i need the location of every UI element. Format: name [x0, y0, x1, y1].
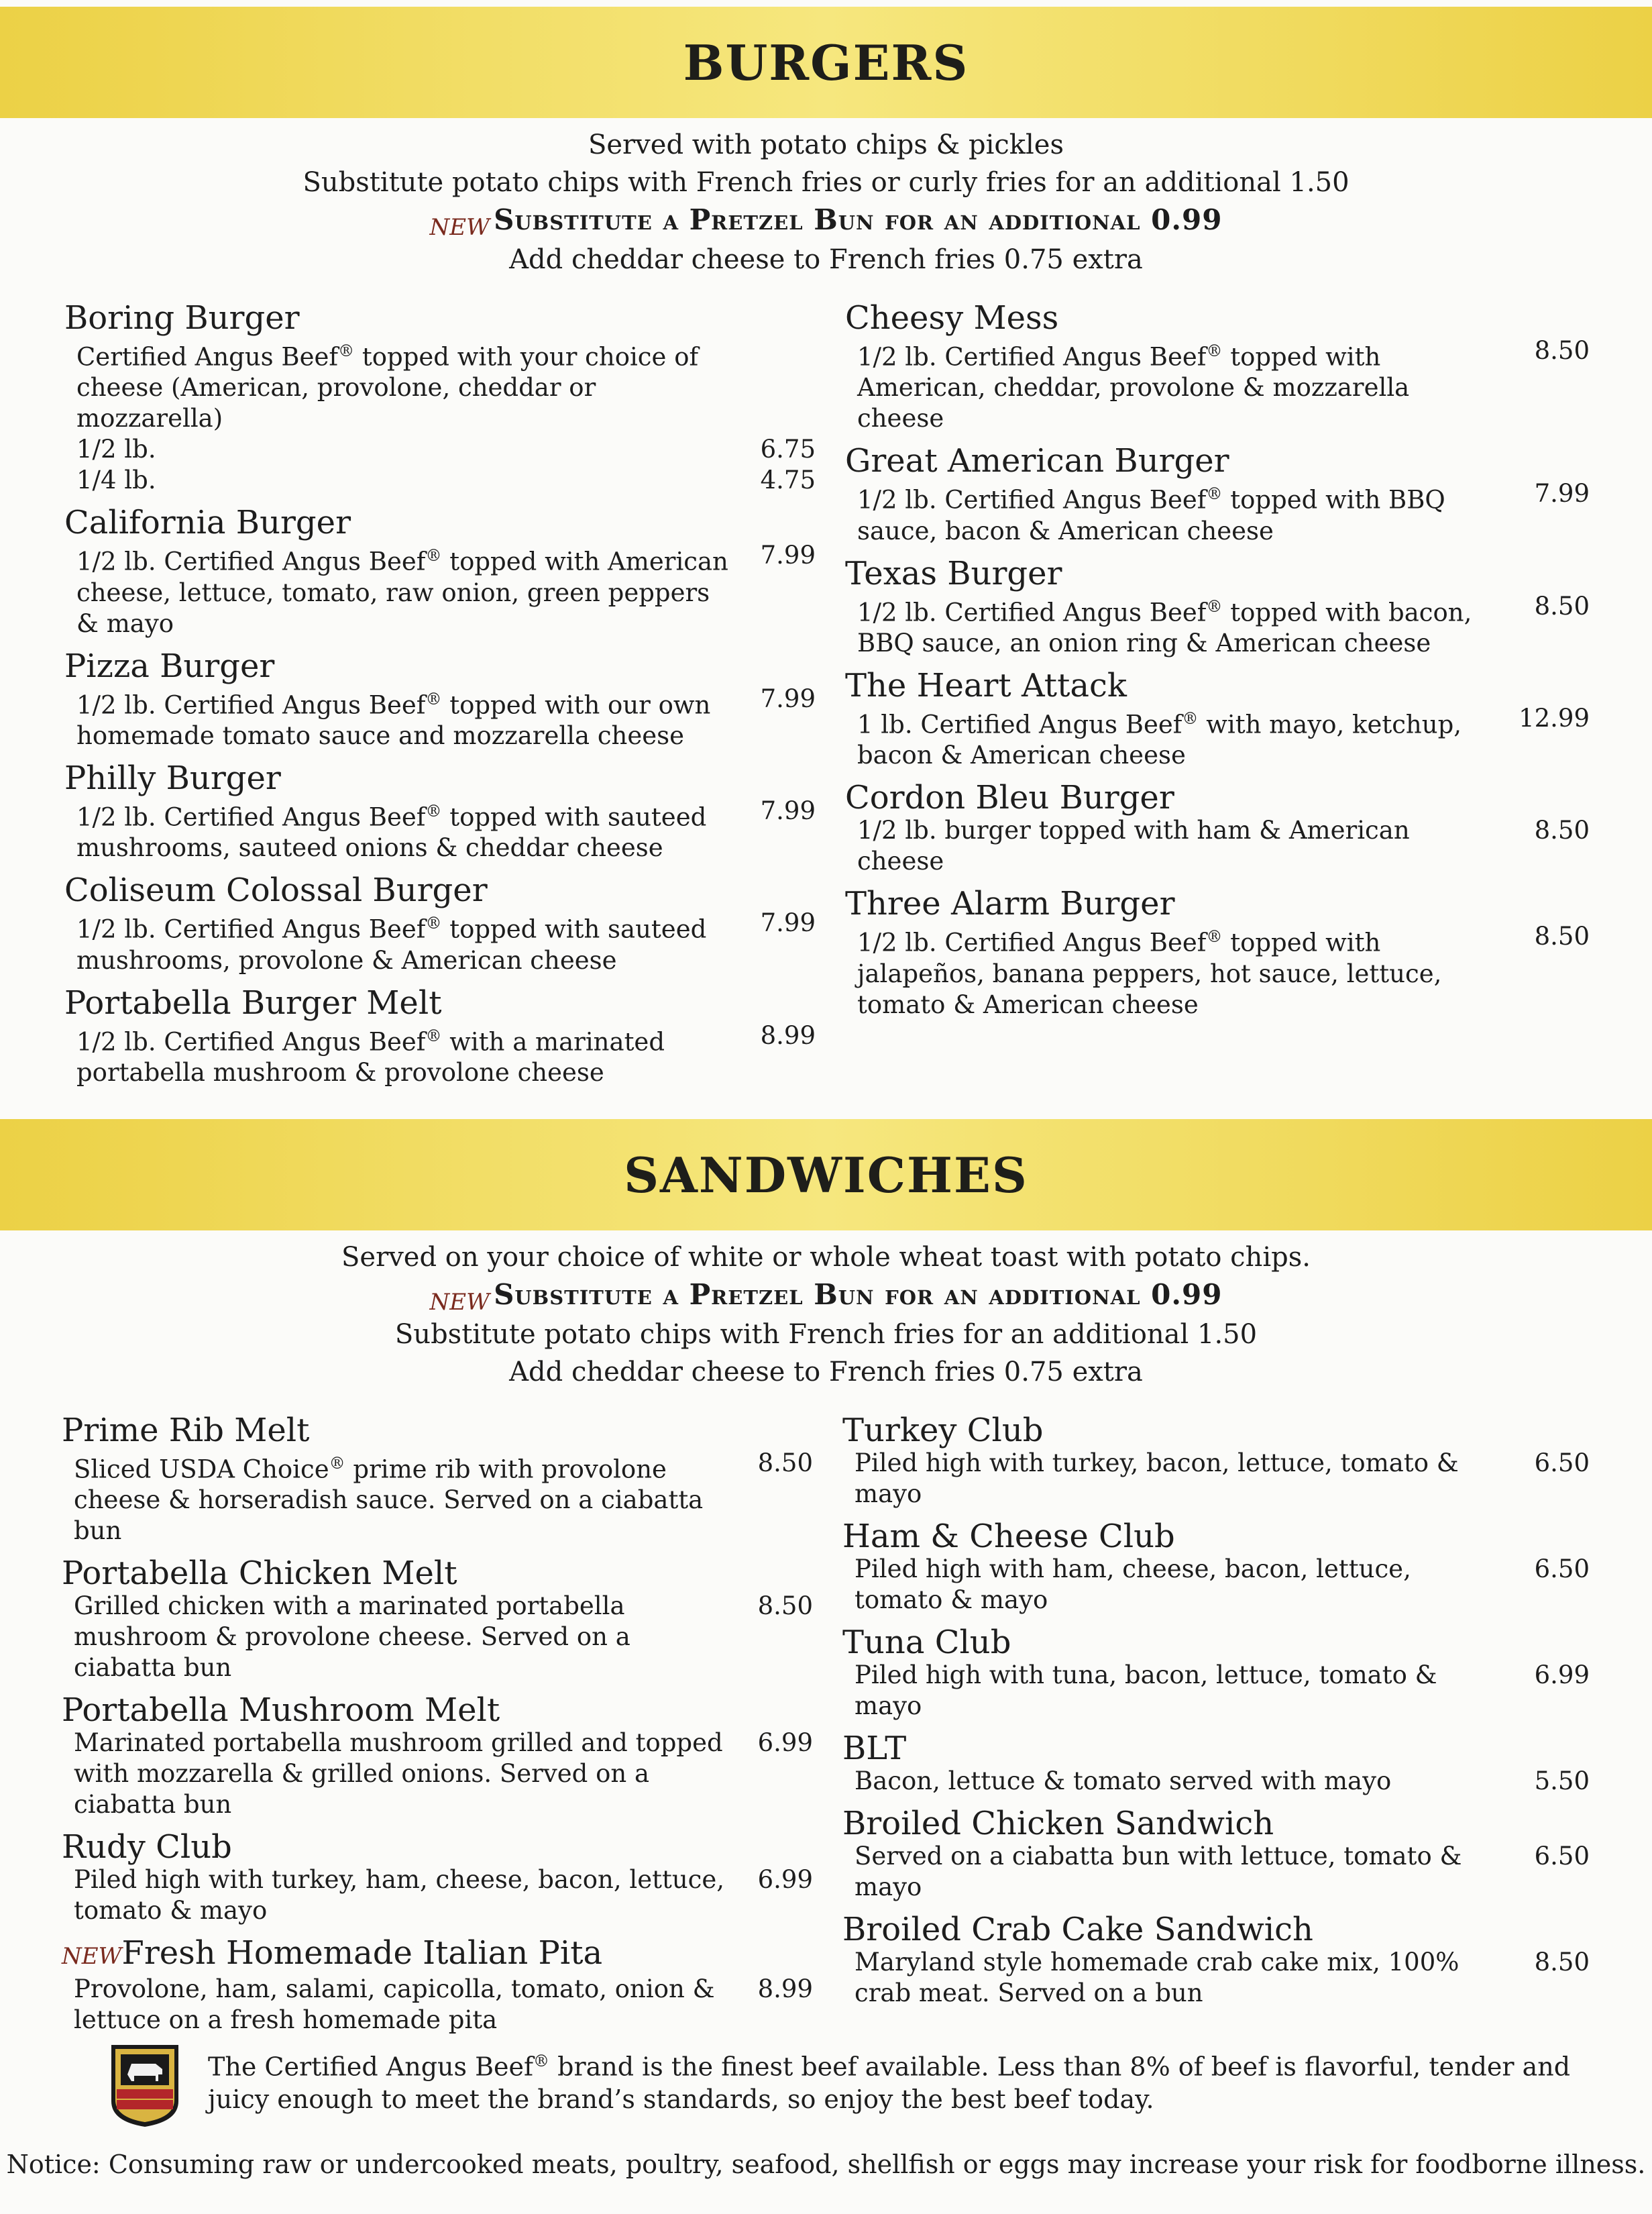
item-price: 6.50: [1534, 1842, 1590, 1870]
item-name: [64, 761, 816, 796]
burgers-title: BURGERS: [683, 34, 969, 91]
item-price: 6.50: [1534, 1448, 1590, 1477]
item-description-text: Bacon, lettuce & tomato served with mayo: [855, 1767, 1392, 1795]
food-safety-notice: Notice: Consuming raw or undercooked meats, poultry, seafood, shellfish or eggs may increase your risk for foodborne illness.: [6, 2150, 1646, 2179]
item-detail: [62, 1591, 813, 1683]
item-detail: [842, 1841, 1590, 1903]
item-description-text: topped with BBQ sauce, bacon & American cheese: [857, 485, 1445, 545]
item-detail: [62, 1974, 813, 2036]
menu-item: [62, 1413, 813, 1546]
item-name-text: The Heart Attack: [845, 666, 1127, 704]
size-row: [64, 434, 816, 465]
item-detail: [842, 1448, 1590, 1510]
registered-mark: ®: [425, 1026, 442, 1045]
menu-item: [845, 556, 1590, 659]
item-name-text: Tuna Club: [842, 1624, 1011, 1661]
registered-mark: ®: [338, 341, 355, 360]
item-description-text: 1 lb. Certified Angus Beef: [857, 710, 1182, 739]
item-name-text: Rudy Club: [62, 1828, 232, 1866]
item-description: [857, 591, 1502, 659]
item-price: 6.75: [760, 435, 816, 464]
item-name-text: Broiled Chicken Sandwich: [842, 1805, 1274, 1842]
menu-item: [62, 1556, 813, 1683]
item-description-text: 1/2 lb. Certified Angus Beef: [857, 928, 1207, 957]
item-description: [855, 1554, 1502, 1616]
registered-mark: ®: [533, 2052, 550, 2070]
item-name: [842, 1625, 1590, 1660]
size-row: [64, 465, 816, 496]
item-description-text: 1/2 lb. Certified Angus Beef: [76, 802, 426, 832]
item-detail: [64, 1020, 816, 1088]
item-name-text: Turkey Club: [842, 1412, 1044, 1449]
item-name-text: Great American Burger: [845, 442, 1229, 480]
item-detail: [845, 591, 1590, 659]
item-price: 7.99: [1534, 479, 1590, 509]
item-price: 8.50: [1534, 816, 1590, 845]
intro-line: Served on your choice of white or whole wheat toast with potato chips.: [341, 1242, 1311, 1273]
item-description-text: Piled high with turkey, ham, cheese, bacon, lettuce, tomato & mayo: [74, 1865, 725, 1926]
new-tag: NEW: [429, 1289, 490, 1316]
item-description-text: 1/2 lb. Certified Angus Beef: [857, 597, 1207, 627]
item-detail: [842, 1554, 1590, 1616]
item-price: 6.99: [1534, 1660, 1590, 1689]
item-detail: [64, 684, 816, 751]
menu-item: [842, 1413, 1590, 1510]
item-description: [857, 815, 1502, 877]
item-description-text: topped with our own homemade tomato sauce and mozzarella cheese: [76, 690, 711, 750]
item-description-text: topped with sauteed mushrooms, provolone & American cheese: [76, 914, 707, 975]
intro-line: Add cheddar cheese to French fries 0.75 extra: [509, 244, 1143, 275]
sandwiches-title: SANDWICHES: [624, 1146, 1028, 1204]
item-description-text: Maryland style homemade crab cake mix, 100% crab meat. Served on a bun: [855, 1948, 1460, 2007]
item-price: 8.99: [757, 1974, 813, 2004]
item-description-text: 1/2 lb. Certified Angus Beef: [857, 342, 1207, 372]
item-name-text: Philly Burger: [64, 759, 281, 797]
item-detail: [62, 1448, 813, 1546]
item-description-text: topped with sauteed mushrooms, sauteed onions & cheddar cheese: [76, 802, 707, 863]
cab-text: brand is the finest beef available. Less than 8% of beef is flavorful, tender and juicy enough to meet the brand’s standards, so enjoy the best beef today.: [208, 2052, 1571, 2114]
item-description-text: Served on a ciabatta bun with lettuce, tomato & mayo: [855, 1842, 1462, 1901]
item-price: 5.50: [1534, 1767, 1590, 1795]
item-name: [842, 1912, 1590, 1947]
registered-mark: ®: [1182, 708, 1199, 728]
menu-item: [842, 1519, 1590, 1616]
sandwiches-left-column: [62, 1413, 813, 2045]
menu-item: [64, 301, 816, 496]
item-name: [64, 301, 816, 335]
menu-item: [845, 780, 1590, 877]
item-description: [76, 908, 728, 976]
item-name: [64, 986, 816, 1020]
item-name: [62, 1556, 813, 1591]
registered-mark: ®: [1206, 341, 1223, 360]
promo-text: Substitute a Pretzel Bun for an additional 0.99: [494, 1278, 1223, 1311]
menu-item: [62, 1830, 813, 1926]
item-name-text: Fresh Homemade Italian Pita: [121, 1934, 603, 1972]
item-price: 7.99: [760, 684, 816, 713]
registered-mark: ®: [425, 689, 442, 708]
new-tag: NEW: [429, 214, 490, 241]
item-description-text: Marinated portabella mushroom grilled and topped with mozzarella & grilled onions. Served on a ciabatta bun: [74, 1728, 723, 1820]
menu-item: [64, 761, 816, 863]
item-description-text: 1/2 lb. Certified Angus Beef: [76, 547, 426, 576]
size-label: 1/2 lb.: [76, 435, 156, 464]
item-detail: [64, 908, 816, 976]
intro-line: Substitute potato chips with French fries for an additional 1.50: [394, 1319, 1258, 1350]
item-description-text: with a marinated portabella mushroom & provolone cheese: [76, 1026, 665, 1087]
item-description-text: 1/2 lb. Certified Angus Beef: [76, 1026, 426, 1056]
item-description-text: Piled high with turkey, bacon, lettuce, tomato & mayo: [855, 1448, 1459, 1508]
item-detail: [845, 335, 1590, 434]
item-description-text: Piled high with ham, cheese, bacon, lettuce, tomato & mayo: [855, 1554, 1411, 1614]
item-detail: [845, 921, 1590, 1020]
item-price: 8.50: [1534, 336, 1590, 365]
item-price: 8.50: [757, 1591, 813, 1621]
item-description-text: 1/2 lb. burger topped with ham & American cheese: [857, 816, 1410, 876]
burgers-banner: [0, 7, 1652, 118]
registered-mark: ®: [425, 546, 442, 566]
item-price: 6.50: [1534, 1554, 1590, 1583]
item-price: 8.50: [1534, 1948, 1590, 1976]
item-description-text: Piled high with tuna, bacon, lettuce, tomato & mayo: [855, 1660, 1437, 1720]
item-description-text: 1/2 lb. Certified Angus Beef: [76, 690, 426, 719]
menu-item: [842, 1912, 1590, 2009]
item-price: 7.99: [760, 908, 816, 938]
menu-item: [842, 1625, 1590, 1722]
item-name: [62, 1830, 813, 1864]
item-name: [64, 649, 816, 684]
item-description: [76, 540, 728, 639]
item-detail: [62, 1728, 813, 1820]
item-description-text: Grilled chicken with a marinated portabella mushroom & provolone cheese. Served on a ciabatta bun: [74, 1591, 630, 1683]
item-name-text: Three Alarm Burger: [845, 885, 1175, 923]
menu-item: [845, 668, 1590, 771]
registered-mark: ®: [425, 914, 442, 933]
burgers-left-column: [64, 301, 816, 1098]
item-name-text: Portabella Burger Melt: [64, 984, 442, 1022]
registered-mark: ®: [329, 1454, 345, 1473]
registered-mark: ®: [1206, 927, 1223, 947]
item-detail: [845, 478, 1590, 546]
item-price: 7.99: [760, 796, 816, 825]
item-description-text: topped with American, cheddar, provolone & mozzarella cheese: [857, 342, 1410, 433]
menu-item: [842, 1731, 1590, 1797]
item-name: [62, 1936, 813, 1974]
item-detail: [842, 1947, 1590, 2009]
item-description-text: topped with American cheese, lettuce, tomato, raw onion, green peppers & mayo: [76, 547, 728, 638]
registered-mark: ®: [1206, 596, 1223, 616]
item-price: 8.50: [1534, 922, 1590, 951]
item-description: [76, 796, 728, 863]
item-name: [842, 1413, 1590, 1448]
item-description: [74, 1974, 726, 2036]
item-price: 8.99: [760, 1020, 816, 1050]
menu-item: [64, 986, 816, 1088]
menu-item: [845, 886, 1590, 1020]
registered-mark: ®: [425, 801, 442, 821]
item-name: [842, 1731, 1590, 1766]
item-description: [74, 1864, 726, 1926]
item-name-text: BLT: [842, 1730, 907, 1767]
item-detail: [845, 815, 1590, 877]
intro-line: Add cheddar cheese to French fries 0.75 extra: [509, 1357, 1143, 1387]
item-name-text: Pizza Burger: [64, 647, 275, 685]
item-name: [845, 886, 1590, 921]
certified-angus-beef-logo: [102, 2040, 188, 2128]
item-description-text: topped with jalapeños, banana peppers, hot sauce, lettuce, tomato & American cheese: [857, 928, 1442, 1019]
item-price: 8.50: [757, 1448, 813, 1477]
size-label: 1/4 lb.: [76, 466, 156, 495]
item-description-text: prime rib with provolone cheese & horseradish sauce. Served on a ciabatta bun: [74, 1455, 704, 1546]
menu-item: [845, 443, 1590, 546]
item-name: [64, 873, 816, 908]
item-name-text: Broiled Crab Cake Sandwich: [842, 1911, 1313, 1948]
cab-statement: [208, 2045, 1590, 2115]
item-description: [76, 335, 728, 434]
item-price: 6.99: [757, 1865, 813, 1895]
item-name-text: Cordon Bleu Burger: [845, 779, 1174, 817]
intro-line: Substitute potato chips with French fries or curly fries for an additional 1.50: [302, 167, 1350, 198]
item-description: [855, 1841, 1502, 1903]
item-price: 4.75: [760, 466, 816, 495]
item-price: 8.50: [1534, 591, 1590, 621]
menu-item: [62, 1936, 813, 2036]
item-description-text: with mayo, ketchup, bacon & American cheese: [857, 710, 1462, 770]
item-description-text: topped with your choice of cheese (American, provolone, cheddar or mozzarella): [76, 342, 699, 433]
item-name: [62, 1413, 813, 1448]
burgers-right-column: [845, 301, 1590, 1030]
item-name-text: Boring Burger: [64, 299, 300, 337]
item-description: [855, 1660, 1502, 1722]
menu-item: [64, 505, 816, 639]
item-description-text: 1/2 lb. Certified Angus Beef: [76, 914, 426, 944]
item-name: [845, 443, 1590, 478]
item-description: [857, 921, 1502, 1020]
sandwiches-banner: [0, 1119, 1652, 1230]
cab-text: The Certified Angus Beef: [208, 2052, 534, 2082]
item-name-text: Cheesy Mess: [845, 299, 1059, 337]
item-description: [855, 1448, 1502, 1510]
menu-item: [64, 649, 816, 751]
item-description: [855, 1947, 1502, 2009]
item-name: [845, 556, 1590, 591]
item-description: [74, 1448, 726, 1546]
item-detail: [842, 1766, 1590, 1797]
menu-item: [64, 873, 816, 976]
item-detail: [64, 335, 816, 434]
new-tag: NEW: [62, 1943, 122, 1970]
item-name-text: Portabella Mushroom Melt: [62, 1691, 500, 1730]
item-name-text: Portabella Chicken Melt: [62, 1554, 457, 1593]
item-description-text: Provolone, ham, salami, capicolla, tomato, onion & lettuce on a fresh homemade pita: [74, 1974, 715, 2035]
item-name: [845, 780, 1590, 815]
menu-item: [845, 301, 1590, 434]
item-description-text: Certified Angus Beef: [76, 342, 339, 372]
item-name-text: Texas Burger: [845, 554, 1062, 592]
item-name: [845, 668, 1590, 703]
item-name: [62, 1693, 813, 1728]
promo-text: Substitute a Pretzel Bun for an additional 0.99: [494, 203, 1223, 236]
item-description: [857, 335, 1502, 434]
item-name: [842, 1806, 1590, 1841]
menu-item: [842, 1806, 1590, 1903]
item-name-text: California Burger: [64, 504, 351, 542]
item-detail: [64, 540, 816, 639]
item-description: [74, 1591, 726, 1683]
promo-line: [0, 1276, 1652, 1316]
item-name: [64, 505, 816, 540]
item-name-text: Ham & Cheese Club: [842, 1518, 1175, 1555]
menu-item: [62, 1693, 813, 1820]
item-price: 12.99: [1519, 703, 1590, 733]
intro-line: Served with potato chips & pickles: [588, 129, 1064, 160]
item-name-text: Prime Rib Melt: [62, 1412, 310, 1449]
item-description: [76, 1020, 728, 1088]
item-description: [855, 1766, 1502, 1797]
promo-line: [0, 201, 1652, 241]
item-description-text: Sliced USDA Choice: [74, 1455, 329, 1484]
registered-mark: ®: [1206, 484, 1223, 504]
sandwiches-right-column: [842, 1413, 1590, 2018]
item-name: [842, 1519, 1590, 1554]
item-detail: [62, 1864, 813, 1926]
item-detail: [64, 796, 816, 863]
item-description: [74, 1728, 726, 1820]
item-name-text: Coliseum Colossal Burger: [64, 872, 488, 910]
item-description: [76, 684, 728, 751]
item-price: 6.99: [757, 1728, 813, 1758]
item-description: [857, 478, 1502, 546]
item-description-text: topped with bacon, BBQ sauce, an onion ring & American cheese: [857, 597, 1472, 657]
item-description: [857, 703, 1502, 771]
item-detail: [845, 703, 1590, 771]
item-detail: [842, 1660, 1590, 1722]
item-price: 7.99: [760, 541, 816, 570]
item-name: [845, 301, 1590, 335]
item-description-text: 1/2 lb. Certified Angus Beef: [857, 485, 1207, 515]
burgers-intro: [0, 126, 1652, 278]
sandwiches-intro: [0, 1238, 1652, 1391]
